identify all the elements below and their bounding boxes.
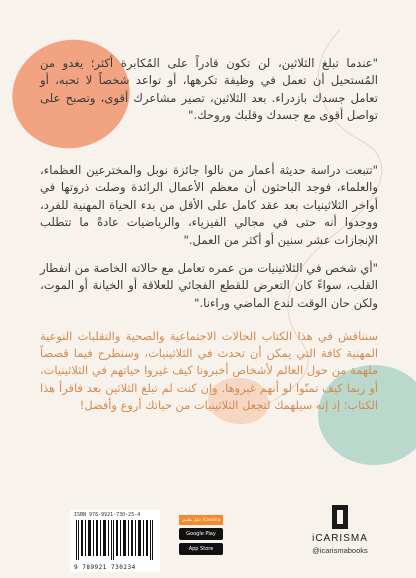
publisher-brand bbox=[290, 505, 390, 555]
barcode-number: 9 789921 730234 bbox=[74, 564, 136, 571]
quote-paragraph-3: "أي شخص في الثلاثينيات من عمره تعامل مع حالاته الخاصة من انفطار القلب، سواءً كان التعرض للقطع الفجائي للعلاقة أو الخيانة أو الموت، ولكن حان الوقت لندع الماضي وراءنا." bbox=[40, 261, 378, 310]
app-download-label: حمّل تطبيق iCarisma bbox=[179, 515, 223, 525]
publisher-logo-icon bbox=[332, 505, 348, 529]
barcode bbox=[70, 510, 160, 572]
quote-paragraph-1: "عندما تبلغ الثلاثين، لن تكون قادراً على المُكابرة أكثر؛ يغدو من المُستحيل أن تعمل في وظيفة تكرهها، أو تواعد شخصاً لا تحبه، أو تعامل جسدك بازدراء. بعد الثلاثين، تصير مشاعرك أقوى، وتصبح على تواصل أقوى مع جسدك وقلبك وروحك." bbox=[40, 56, 378, 123]
quote-paragraph-2: "تتبعت دراسة حديثة أعمار من نالوا جائزة نوبل والمخترعين العظماء، والعلماء، فوجد الباحثون أن معظم الأعمال الرائدة وصلت ذروتها في أواخر الثلاثينيات بعد عقد كامل على الأقل من بدء الحياة المهنية للفرد، ووجدوا أنه حتى في مجالي الفيزياء، والرياضيات عادةً ما تتطلب الإنجازات عشر سنين أو أكثر من العمل." bbox=[40, 163, 378, 247]
summary-paragraph: سنناقش في هذا الكتاب الحالات الاجتماعية والصحية والتقلبات النوعية المهنية كافة التي يمكن أن تحدث في الثلاثينيات، وسنطرح فيما قصصاً ملهمة من حول العالم لأشخاص أخبرونا كيف غيروا حياتهم في الثلاثينيات، أو ربما كيف تمنّوا لو أنهم غيروها. وإن كنت لم تبلغ الثلاثين بعد فاقرأ هذا الكتاب؛ إذ إنه سيلهمك لتجعل الثلاثينيات من حياتك أروع وأفضل! bbox=[40, 329, 378, 412]
barcode-bars bbox=[76, 520, 154, 560]
publisher-handle[interactable]: @icarismabooks bbox=[312, 546, 368, 555]
google-play-badge[interactable]: Google Play bbox=[179, 528, 223, 540]
app-store-badges bbox=[179, 515, 223, 555]
publisher-name: iCARISMA bbox=[312, 533, 368, 544]
isbn-label: ISBN 978-9921-730-25-4 bbox=[74, 512, 141, 518]
app-store-badge[interactable]: App Store bbox=[179, 543, 223, 555]
